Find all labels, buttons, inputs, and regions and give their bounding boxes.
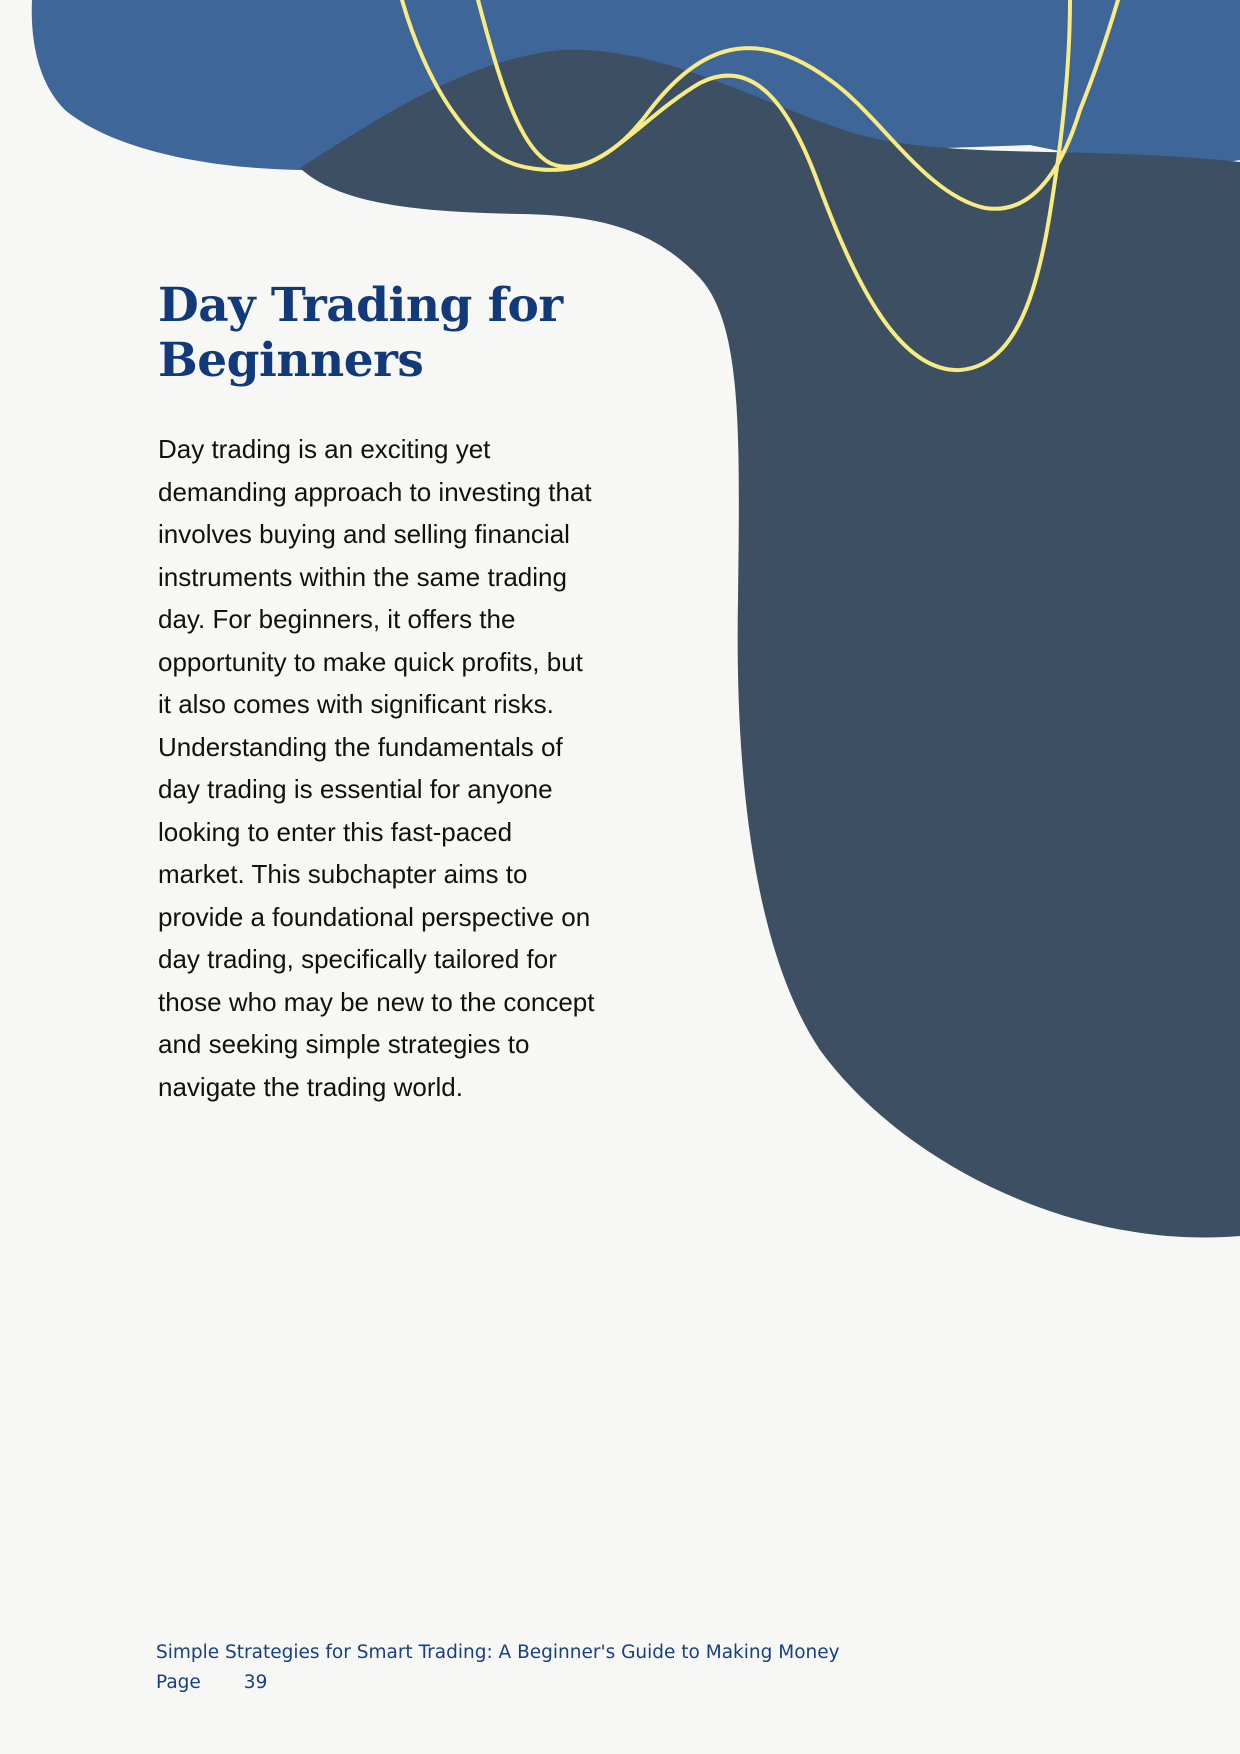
body-paragraph: Day trading is an exciting yet demanding approach to investing that involves buying and selling financial instruments within the same trading day. For beginners, it offers the opportunity to make quick profits, but it also comes with significant risks. Understanding the fundamentals of day trading is essential for anyone looking to enter this fast-paced market. This subchapter aims to provide a foundational perspective on day trading, specifically tailored for those who may be new to the concept and seeking simple strategies to navigate the trading world.	[158, 434, 595, 1102]
footer-page-row	[156, 1668, 1056, 1698]
main-content	[158, 278, 598, 1108]
footer-page-number: 39	[243, 1672, 268, 1693]
footer-book-title: Simple Strategies for Smart Trading: A Beginner's Guide to Making Money	[156, 1642, 840, 1663]
page-title: Day Trading for Beginners	[158, 278, 563, 388]
footer-page-label: Page	[156, 1672, 201, 1693]
page-footer	[156, 1638, 1056, 1698]
